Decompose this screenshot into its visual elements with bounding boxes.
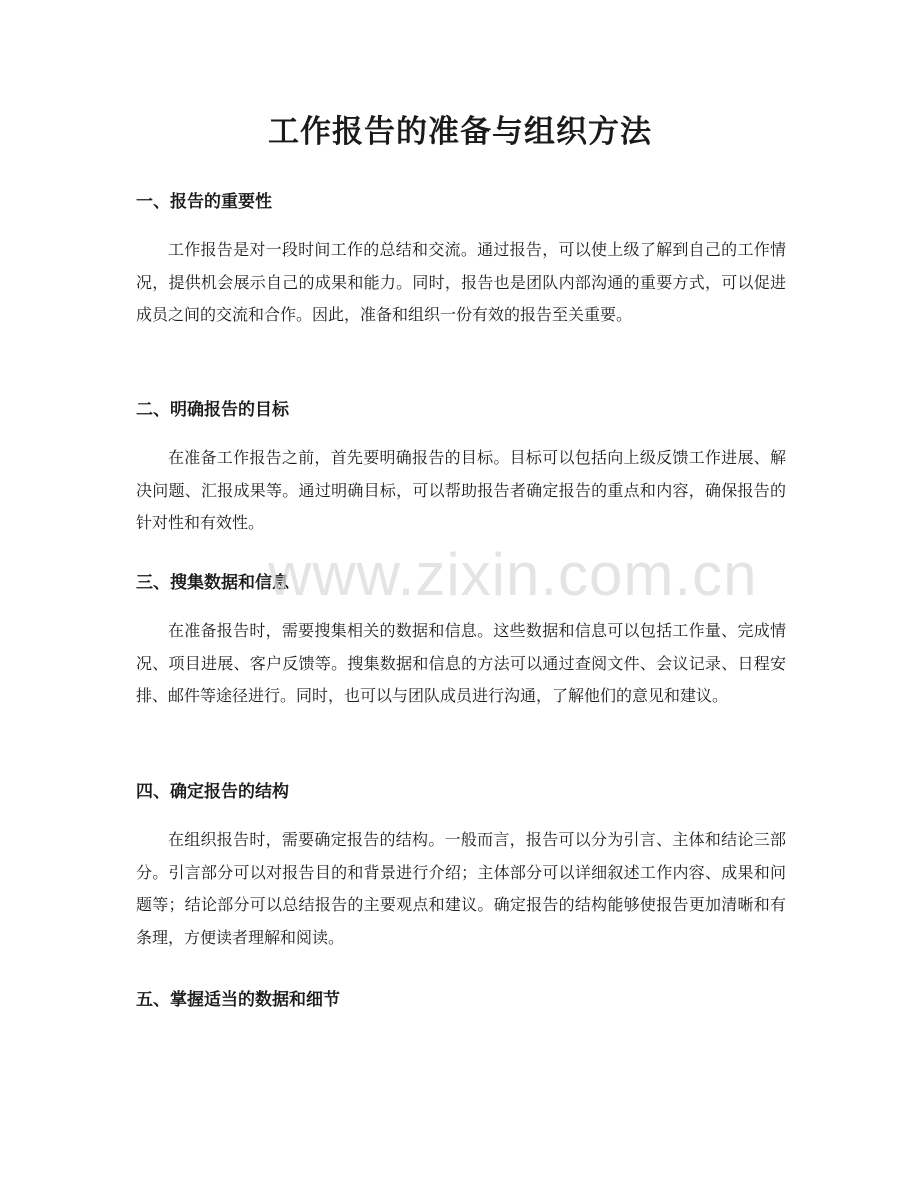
- watermark: www.zixin.com.cn: [268, 541, 758, 608]
- section-heading: 五、掌握适当的数据和细节: [136, 990, 340, 1010]
- section-paragraph: 工作报告是对一段时间工作的总结和交流。通过报告，可以使上级了解到自己的工作情况，提供机会展示自己的成果和能力。同时，报告也是团队内部沟通的重要方式，可以促进成员之间的交流和合作。因此，准备和组织一份有效的报告至关重要。: [136, 240, 786, 325]
- section-paragraph: 在准备工作报告之前，首先要明确报告的目标。目标可以包括向上级反馈工作进展、解决问题、汇报成果等。通过明确目标，可以帮助报告者确定报告的重点和内容，确保报告的针对性和有效性。: [136, 448, 786, 533]
- section-heading: 三、搜集数据和信息: [136, 573, 289, 593]
- section-objective: [136, 398, 786, 540]
- section-data-collection: [136, 571, 786, 713]
- section-heading: 四、确定报告的结构: [136, 782, 289, 802]
- document-title: 工作报告的准备与组织方法: [268, 114, 652, 150]
- section-structure: [136, 780, 786, 954]
- section-heading: 一、报告的重要性: [136, 192, 272, 212]
- section-importance: [136, 190, 786, 332]
- section-paragraph: 在准备报告时，需要搜集相关的数据和信息。这些数据和信息可以包括工作量、完成情况、项目进展、客户反馈等。搜集数据和信息的方法可以通过查阅文件、会议记录、日程安排、邮件等途径进行。同时，也可以与团队成员进行沟通，了解他们的意见和建议。: [136, 621, 786, 706]
- section-paragraph: 在组织报告时，需要确定报告的结构。一般而言，报告可以分为引言、主体和结论三部分。引言部分可以对报告目的和背景进行介绍；主体部分可以详细叙述工作内容、成果和问题等；结论部分可以总结报告的主要观点和建议。确定报告的结构能够使报告更加清晰和有条理，方便读者理解和阅读。: [136, 830, 786, 947]
- section-heading: 二、明确报告的目标: [136, 400, 289, 420]
- section-details: [136, 988, 786, 1012]
